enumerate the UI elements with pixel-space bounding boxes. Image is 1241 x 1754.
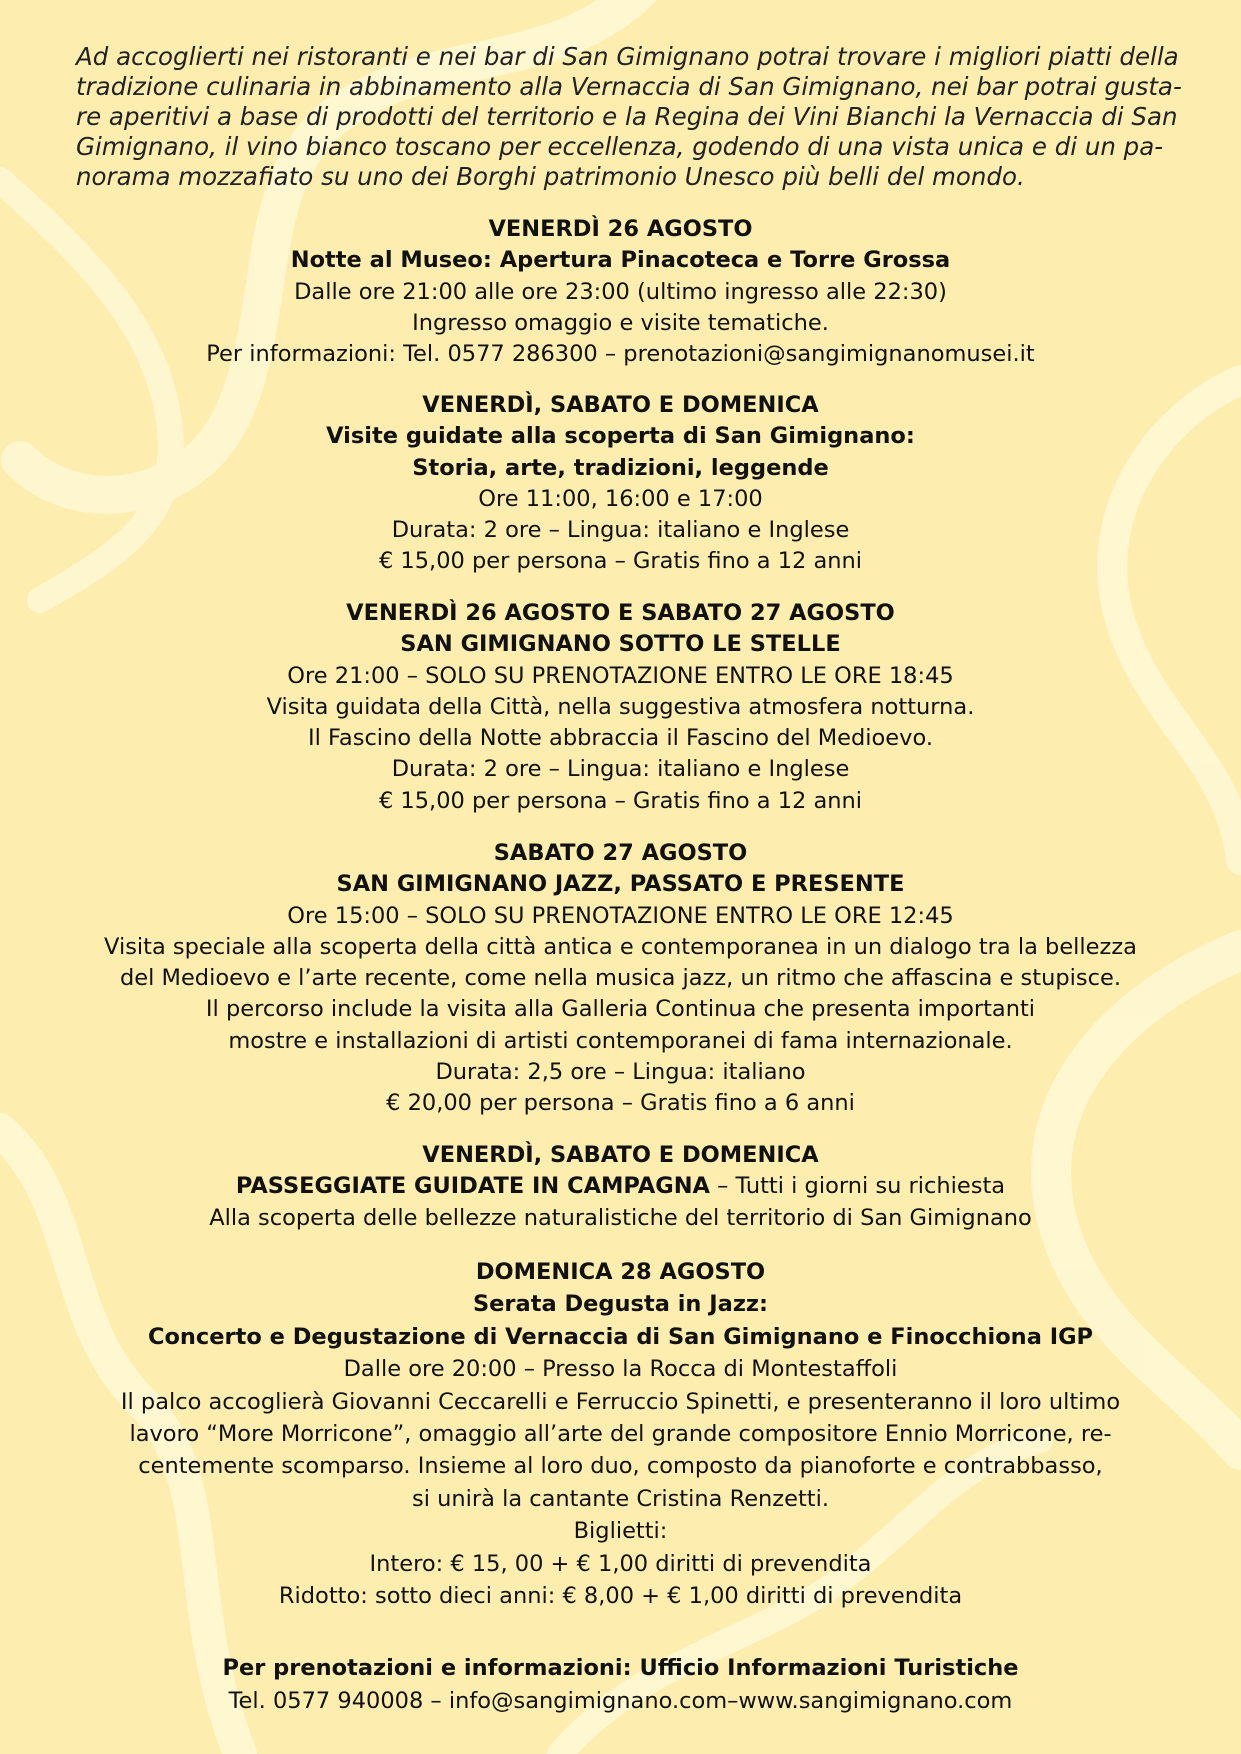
event-title: PASSEGGIATE GUIDATE IN CAMPAGNA xyxy=(235,1173,710,1200)
ticket-reduced-price: Ridotto: sotto dieci anni: € 8,00 + € 1,00 diritti di prevendita xyxy=(278,1583,963,1610)
intro-line: tradizione culinaria in abbinamento alla Vernaccia di San Gimignano, nei bar potrai gusta- xyxy=(76,72,1182,101)
footer-contacts xyxy=(0,1652,1241,1718)
event-description: Visita speciale alla scoperta della città antica e contemporanea in un dialogo tra la bellezza xyxy=(104,933,1137,960)
event-title: SAN GIMIGNANO JAZZ, PASSATO E PRESENTE xyxy=(336,871,905,898)
event-passeggiate-campagna xyxy=(0,1140,1241,1234)
event-description: Visita guidata della Città, nella suggestiva atmosfera notturna. xyxy=(266,693,975,720)
event-title: SAN GIMIGNANO SOTTO LE STELLE xyxy=(400,631,841,658)
event-description: Il percorso include la visita alla Galleria Continua che presenta importanti xyxy=(205,996,1036,1023)
event-time: Dalle ore 20:00 – Presso la Rocca di Montestaffoli xyxy=(343,1356,898,1383)
intro-line: Gimignano, il vino bianco toscano per eccellenza, godendo di una vista unica e di un pa- xyxy=(76,132,1164,161)
event-day: VENERDÌ, SABATO E DOMENICA xyxy=(422,1142,819,1168)
event-visite-guidate xyxy=(0,390,1241,578)
event-title: Visite guidate alla scoperta di San Gimignano: xyxy=(326,423,915,450)
event-description: Ingresso omaggio e visite tematiche. xyxy=(412,309,829,336)
event-description: centemente scomparso. Insieme al loro duo, composto da pianoforte e contrabbasso, xyxy=(138,1453,1103,1480)
event-day: VENERDÌ 26 AGOSTO xyxy=(488,216,753,242)
intro-line: re aperitivi a base di prodotti del territorio e la Regina dei Vini Bianchi la Vernaccia di San xyxy=(76,102,1178,131)
event-sotto-le-stelle xyxy=(0,598,1241,817)
event-title: Notte al Museo: Apertura Pinacoteca e Torre Grossa xyxy=(290,247,951,274)
event-title: Serata Degusta in Jazz: xyxy=(472,1291,769,1318)
tickets-label: Biglietti: xyxy=(573,1518,668,1545)
event-description: Alla scoperta delle bellezze naturalistiche del territorio di San Gimignano xyxy=(209,1204,1032,1231)
event-day: VENERDÌ, SABATO E DOMENICA xyxy=(422,392,819,418)
event-duration: Durata: 2 ore – Lingua: italiano e Inglese xyxy=(391,517,850,544)
intro-paragraph xyxy=(76,42,1182,192)
event-price: € 20,00 per persona – Gratis fino a 6 anni xyxy=(386,1090,855,1117)
event-jazz-passato-presente xyxy=(0,838,1241,1120)
event-price: € 15,00 per persona – Gratis fino a 12 anni xyxy=(378,548,863,575)
event-description: del Medioevo e l’arte recente, come nella musica jazz, un ritmo che affascina e stupisce. xyxy=(120,965,1121,992)
event-description: Il Fascino della Notte abbraccia il Fascino del Medioevo. xyxy=(308,725,933,752)
ticket-full-price: Intero: € 15, 00 + € 1,00 diritti di prevendita xyxy=(369,1550,872,1577)
event-subtitle: Storia, arte, tradizioni, leggende xyxy=(412,454,829,481)
event-title-suffix: – Tutti i giorni su richiesta xyxy=(709,1173,1006,1200)
event-degusta-in-jazz xyxy=(0,1256,1241,1612)
event-description: Il palco accoglierà Giovanni Ceccarelli e Ferruccio Spinetti, e presenteranno il loro ultimo xyxy=(120,1388,1121,1415)
event-description: si unirà la cantante Cristina Renzetti. xyxy=(411,1485,830,1512)
event-day: DOMENICA 28 AGOSTO xyxy=(475,1259,766,1285)
event-description: mostre e installazioni di artisti contemporanei di fama internazionale. xyxy=(228,1027,1013,1054)
event-subtitle: Concerto e Degustazione di Vernaccia di San Gimignano e Finocchiona IGP xyxy=(147,1323,1094,1350)
event-time: Dalle ore 21:00 alle ore 23:00 (ultimo ingresso alle 22:30) xyxy=(294,278,947,305)
event-duration: Durata: 2 ore – Lingua: italiano e Inglese xyxy=(391,756,850,783)
event-time: Ore 21:00 – SOLO SU PRENOTAZIONE ENTRO LE ORE 18:45 xyxy=(287,662,954,689)
event-time: Ore 15:00 – SOLO SU PRENOTAZIONE ENTRO LE ORE 12:45 xyxy=(287,902,954,929)
event-price: € 15,00 per persona – Gratis fino a 12 anni xyxy=(378,787,863,814)
event-contact-info: Per informazioni: Tel. 0577 286300 – prenotazioni@sangimignanomusei.it xyxy=(206,341,1035,368)
event-day: SABATO 27 AGOSTO xyxy=(493,840,748,866)
intro-line: norama mozzafiato su uno dei Borghi patrimonio Unesco più belli del mondo. xyxy=(76,162,1025,191)
event-notte-al-museo xyxy=(0,214,1241,370)
event-time: Ore 11:00, 16:00 e 17:00 xyxy=(478,485,763,512)
footer-contact-line: Tel. 0577 940008 – info@sangimignano.com–www.sangimignano.com xyxy=(228,1688,1013,1714)
footer-title: Per prenotazioni e informazioni: Ufficio Informazioni Turistiche xyxy=(222,1655,1019,1681)
event-description: lavoro “More Morricone”, omaggio all’arte del grande compositore Ennio Morricone, re- xyxy=(129,1421,1112,1448)
event-duration: Durata: 2,5 ore – Lingua: italiano xyxy=(435,1059,806,1086)
intro-line: Ad accoglierti nei ristoranti e nei bar di San Gimignano potrai trovare i migliori piatti della xyxy=(76,42,1179,71)
event-day: VENERDÌ 26 AGOSTO E SABATO 27 AGOSTO xyxy=(346,600,895,626)
